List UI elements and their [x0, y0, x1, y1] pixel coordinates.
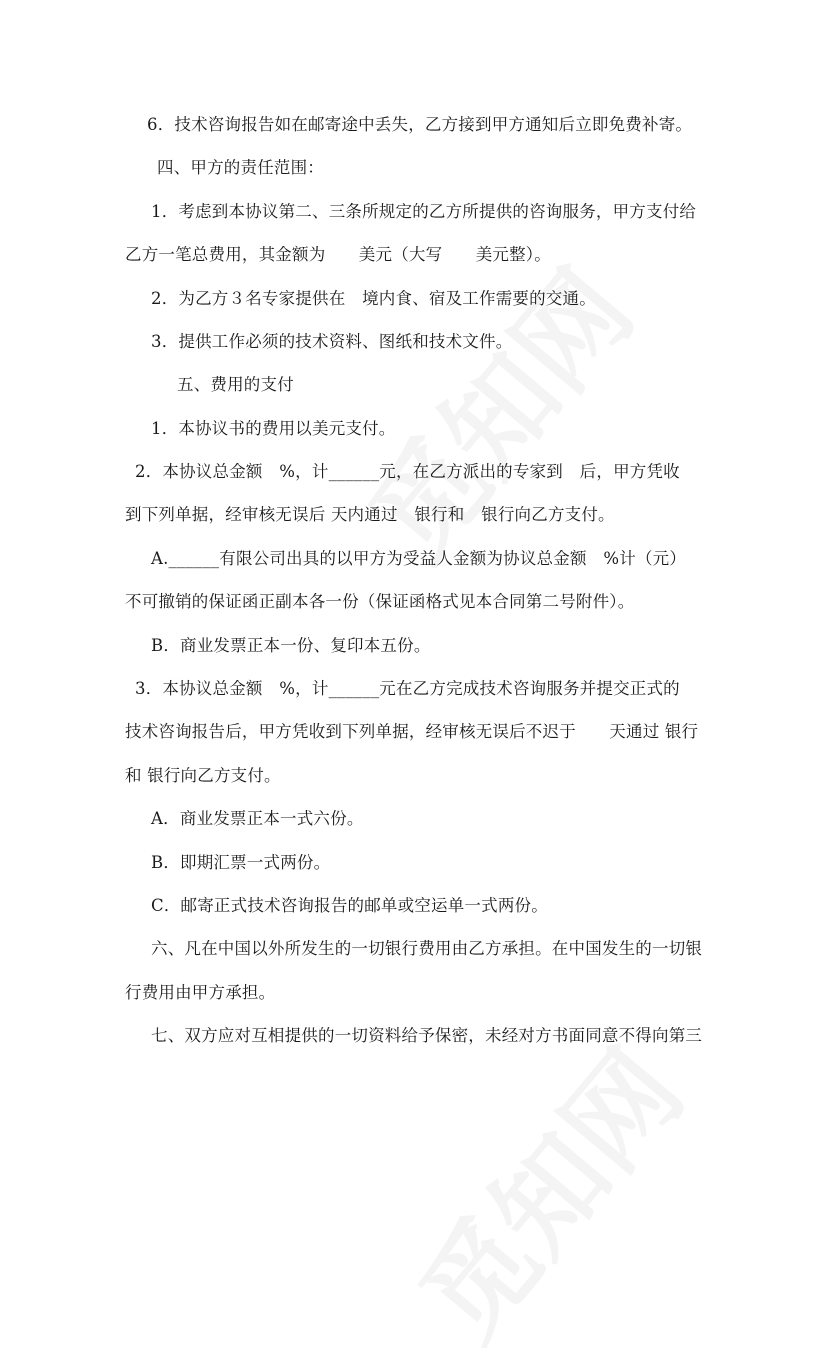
text-line: 和 银行向乙方支付。 [125, 766, 281, 785]
text-line: 乙方一笔总费用，其金额为 美元（大写 美元整）。 [125, 245, 551, 264]
text-line: 2．为乙方３名专家提供在 境内食、宿及工作需要的交通。 [151, 289, 596, 308]
text-line: B．即期汇票一式两份。 [151, 853, 331, 872]
text-line: 行费用由甲方承担。 [125, 983, 276, 1002]
watermark-bottom [378, 1012, 711, 1366]
text-line: 六、凡在中国以外所发生的一切银行费用由乙方承担。在中国发生的一切银 [151, 939, 703, 958]
text-line: 1．考虑到本协议第二、三条所规定的乙方所提供的咨询服务，甲方支付给 [151, 202, 697, 221]
text-line: 3．本协议总金额 %，计______元在乙方完成技术咨询服务并提交正式的 [135, 679, 680, 698]
watermark-top [328, 232, 661, 586]
text-line: 3．提供工作必须的技术资料、图纸和技术文件。 [151, 332, 513, 351]
text-line: A．商业发票正本一式六份。 [151, 809, 364, 828]
text-line: 四、甲方的责任范围： [157, 158, 324, 177]
text-line: 不可撤销的保证函正副本各一份（保证函格式见本合同第二号附件）。 [125, 592, 635, 611]
text-line: C．邮寄正式技术咨询报告的邮单或空运单一式两份。 [151, 896, 548, 915]
text-line: 技术咨询报告后，甲方凭收到下列单据，经审核无误后不迟于 天通过 银行 [125, 722, 699, 741]
text-line: 6．技术咨询报告如在邮寄途中丢失，乙方接到甲方通知后立即免费补寄。 [147, 115, 693, 134]
text-line: 1．本协议书的费用以美元支付。 [151, 419, 396, 438]
text-line: 五、费用的支付 [177, 375, 294, 394]
text-line: B．商业发票正本一份、复印本五份。 [151, 636, 431, 655]
text-line: 七、双方应对互相提供的一切资料给予保密，未经对方书面同意不得向第三 [151, 1026, 703, 1045]
text-line: 到下列单据，经审核无误后 天内通过 银行和 银行向乙方支付。 [125, 505, 615, 524]
text-line: 2．本协议总金额 %，计______元，在乙方派出的专家到 后，甲方凭收 [135, 462, 680, 481]
text-line: A.______有限公司出具的以甲方为受益人金额为协议总金额 %计（元） [151, 549, 687, 568]
